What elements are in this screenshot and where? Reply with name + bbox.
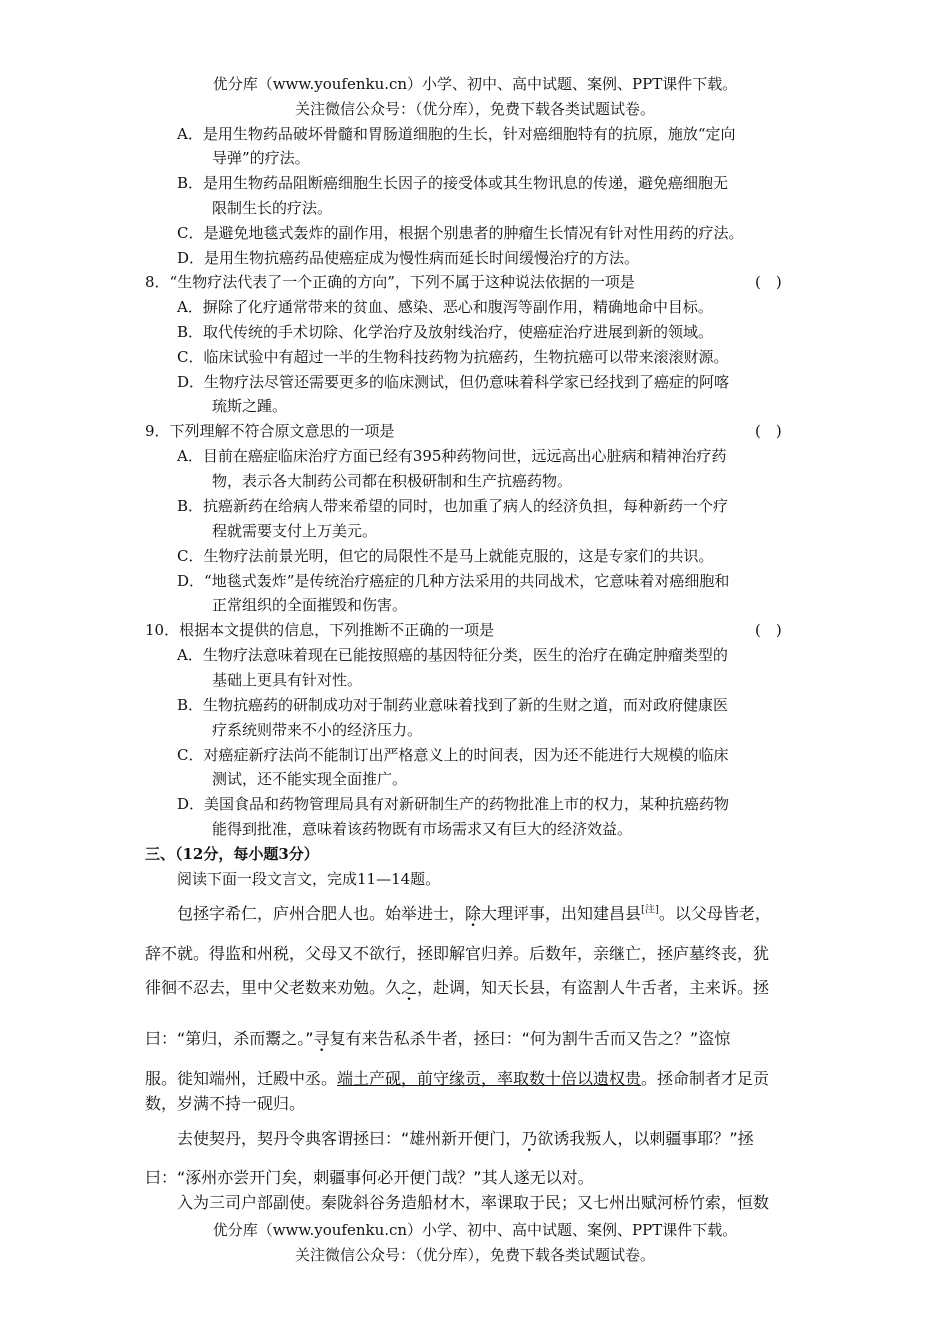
q9-option-b-line2: 程就需要支付上万美元。 [212,522,378,540]
section-3-intro: 阅读下面一段文言文，完成11—14题。 [177,870,441,888]
passage-line-8: 曰：“涿州亦尝开门矣，刺疆事何必开便门哉？”其人遂无以对。 [145,1168,594,1187]
q10-option-b-line2: 疗系统则带来不小的经济压力。 [212,721,423,739]
q8-option-d-line1: D．生物疗法尽管还需要更多的临床测试，但仍意味着科学家已经找到了癌症的阿喀 [177,373,730,391]
q8-option-c: C．临床试验中有超过一半的生物科技药物为抗癌药，生物抗癌可以带来滚滚财源。 [177,348,729,366]
page-header-line2: 关注微信公众号：（优分库），免费下载各类试题试卷。 [294,100,655,118]
passage-line-4: 曰：“第归，杀而鬻之。”寻复有来告私杀牛者，拯曰：“何为割牛舌而又告之？”盗惊 [145,1029,731,1048]
passage-line-7: 去使契丹，契丹令典客谓拯曰：“雄州新开便门，乃欲诱我叛人，以刺疆事耶？”拯 [177,1129,754,1148]
passage-line-3: 徘徊不忍去，里中父老数来劝勉。久之，赴调，知天长县，有盗割人牛舌者，主来诉。拯 [145,978,770,997]
passage-line-5: 服。徙知端州，迁殿中丞。端土产砚，前守缘贡，率取数十倍以遗权贵。拯命制者才足贡 [145,1069,770,1088]
underlined-sentence: 端土产砚，前守缘贡，率取数十倍以遗权贵 [337,1069,642,1088]
q8-stem: 8．“生物疗法代表了一个正确的方向”，下列不属于这种说法依据的一项是 [145,273,635,291]
emphasis-char-zhi: 之 [401,978,418,997]
q9-option-a-line2: 物，表示各大制药公司都在积极研制和生产抗癌药物。 [212,472,573,490]
passage-line-9: 入为三司户部副使。秦陇斜谷务造船材木，率课取于民；又七州出赋河桥竹索，恒数 [177,1193,770,1212]
footnote-marker: [注] [641,904,659,916]
q9-stem: 9．下列理解不符合原文意思的一项是 [145,422,395,440]
q10-option-d-line1: D．美国食品和药物管理局具有对新研制生产的药物批准上市的权力，某种抗癌药物 [177,795,730,813]
q9-answer-paren: ( ) [755,422,782,440]
q8-answer-paren: ( ) [755,273,782,291]
q10-option-c-line2: 测试，还不能实现全面推广。 [212,770,408,788]
emphasis-char-nai: 乃 [521,1129,538,1148]
emphasis-char-xun: 寻 [313,1029,330,1048]
q7-option-a-line1: A．是用生物药品破坏骨髓和胃肠道细胞的生长，针对癌细胞特有的抗原，施放“定向 [177,125,736,143]
q7-option-b-line1: B．是用生物药品阻断癌细胞生长因子的接受体或其生物讯息的传递，避免癌细胞无 [177,174,729,192]
q7-option-b-line2: 限制生长的疗法。 [212,199,333,217]
passage-line-6: 数，岁满不持一砚归。 [145,1094,306,1113]
q10-option-b-line1: B．生物抗癌药的研制成功对于制药业意味着找到了新的生财之道，而对政府健康医 [177,696,729,714]
q7-option-a-line2: 导弹”的疗法。 [212,149,310,167]
q9-option-c: C．生物疗法前景光明，但它的局限性不是马上就能克服的，这是专家们的共识。 [177,547,714,565]
q8-option-a: A．摒除了化疗通常带来的贫血、感染、恶心和腹泻等副作用，精确地命中目标。 [177,298,713,316]
q8-option-b: B．取代传统的手术切除、化学治疗及放射线治疗，使癌症治疗进展到新的领域。 [177,323,714,341]
q8-option-d-line2: 琉斯之踵。 [212,397,288,415]
page-footer-line2: 关注微信公众号：（优分库），免费下载各类试题试卷。 [294,1246,655,1264]
q10-option-a-line2: 基础上更具有针对性。 [212,671,363,689]
q10-option-d-line2: 能得到批准，意味着该药物既有市场需求又有巨大的经济效益。 [212,820,633,838]
page-header-line1: 优分库（www.youfenku.cn）小学、初中、高中试题、案例、PPT课件下载。 [212,75,738,93]
emphasis-char-chu: 除 [465,904,482,923]
q10-option-c-line1: C．对癌症新疗法尚不能制订出严格意义上的时间表，因为还不能进行大规模的临床 [177,746,729,764]
q10-answer-paren: ( ) [755,621,782,639]
q9-option-a-line1: A．目前在癌症临床治疗方面已经有395种药物问世，远远高出心脏病和精神治疗药 [177,447,727,465]
section-3-title: 三、（12分，每小题3分） [145,845,319,863]
q10-stem: 10．根据本文提供的信息，下列推断不正确的一项是 [145,621,495,639]
q9-option-d-line1: D．“地毯式轰炸”是传统治疗癌症的几种方法采用的共同战术，它意味着对癌细胞和 [177,572,730,590]
page-footer-line1: 优分库（www.youfenku.cn）小学、初中、高中试题、案例、PPT课件下载。 [212,1221,738,1239]
q7-option-d: D．是用生物抗癌药品使癌症成为慢性病而延长时间缓慢治疗的方法。 [177,249,640,267]
q9-option-d-line2: 正常组织的全面摧毁和伤害。 [212,596,408,614]
passage-line-1: 包拯字希仁，庐州合肥人也。始举进士，除大理评事，出知建昌县[注]。以父母皆老， [177,904,771,923]
q7-option-c: C．是避免地毯式轰炸的副作用，根据个别患者的肿瘤生长情况有针对性用药的疗法。 [177,224,744,242]
q10-option-a-line1: A．生物疗法意味着现在已能按照癌的基因特征分类，医生的治疗在确定肿瘤类型的 [177,646,728,664]
passage-line-2: 辞不就。得监和州税，父母又不欲行，拯即解官归养。后数年，亲继亡，拯庐墓终丧，犹 [145,944,770,963]
q9-option-b-line1: B．抗癌新药在给病人带来希望的同时，也加重了病人的经济负担，每种新药一个疗 [177,497,729,515]
